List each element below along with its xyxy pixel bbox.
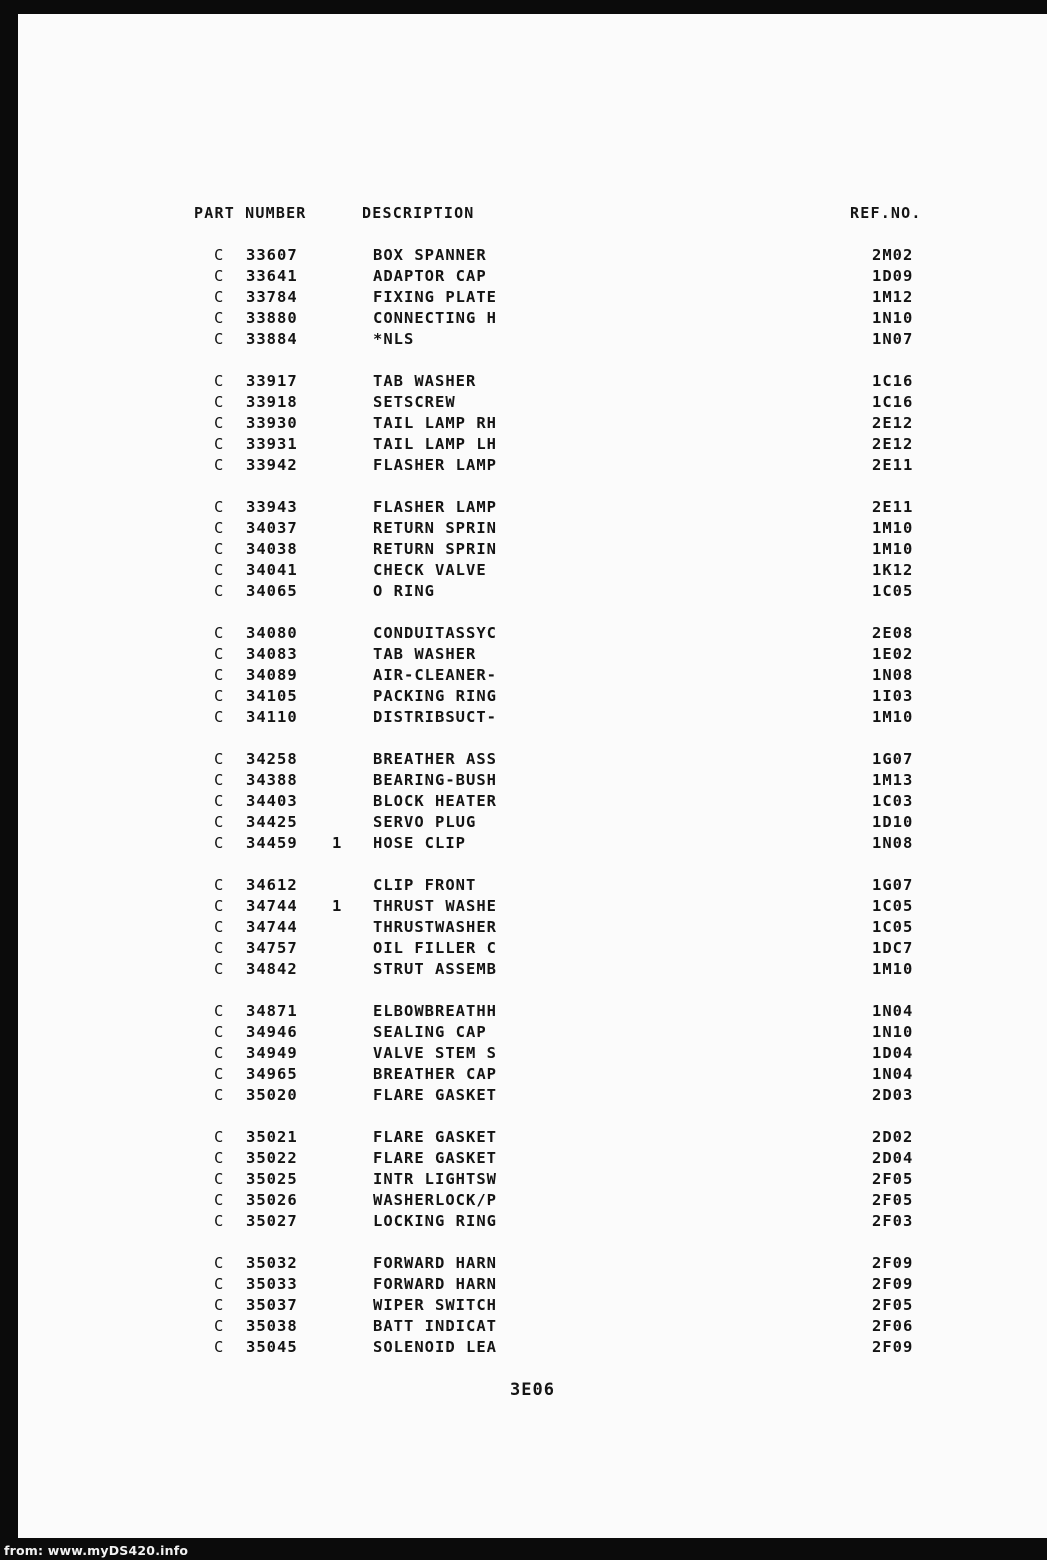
part-ref-no: 2F05 — [872, 1191, 914, 1209]
part-number: 34459 — [246, 834, 298, 852]
part-description: *NLS — [373, 330, 415, 348]
part-ref-no: 2F05 — [872, 1170, 914, 1188]
part-description: TAIL LAMP LH — [373, 435, 497, 453]
part-number: 35027 — [246, 1212, 298, 1230]
table-row — [0, 1065, 1047, 1086]
part-ref-no: 2F09 — [872, 1275, 914, 1293]
part-number: 35045 — [246, 1338, 298, 1356]
table-row — [0, 960, 1047, 981]
table-row — [0, 918, 1047, 939]
table-row — [0, 1128, 1047, 1149]
table-row — [0, 1086, 1047, 1107]
part-ref-no: 2D04 — [872, 1149, 914, 1167]
part-description: WIPER SWITCH — [373, 1296, 497, 1314]
part-ref-no: 2E11 — [872, 498, 914, 516]
part-number: 34871 — [246, 1002, 298, 1020]
part-number: 34105 — [246, 687, 298, 705]
part-number: 34965 — [246, 1065, 298, 1083]
part-ref-no: 1N07 — [872, 330, 914, 348]
part-ref-no: 1E02 — [872, 645, 914, 663]
part-number: 34110 — [246, 708, 298, 726]
part-prefix: C — [214, 288, 225, 306]
part-description: PACKING RING — [373, 687, 497, 705]
table-row — [0, 1023, 1047, 1044]
part-ref-no: 1N04 — [872, 1002, 914, 1020]
part-description: FORWARD HARN — [373, 1254, 497, 1272]
part-number: 35020 — [246, 1086, 298, 1104]
part-description: THRUST WASHE — [373, 897, 497, 915]
page-code: 3E06 — [510, 1380, 555, 1400]
part-prefix: C — [214, 1317, 225, 1335]
part-number: 33943 — [246, 498, 298, 516]
part-description: SOLENOID LEA — [373, 1338, 497, 1356]
part-description: FLARE GASKET — [373, 1128, 497, 1146]
part-number: 33784 — [246, 288, 298, 306]
column-header-description: DESCRIPTION — [362, 204, 475, 222]
part-number: 33917 — [246, 372, 298, 390]
part-prefix: C — [214, 939, 225, 957]
part-ref-no: 1C05 — [872, 582, 914, 600]
part-number: 34388 — [246, 771, 298, 789]
part-prefix: C — [214, 1044, 225, 1062]
table-row — [0, 288, 1047, 309]
part-description: BREATHER ASS — [373, 750, 497, 768]
part-number: 34744 — [246, 918, 298, 936]
table-row — [0, 1170, 1047, 1191]
part-prefix: C — [214, 771, 225, 789]
part-prefix: C — [214, 1191, 225, 1209]
part-prefix: C — [214, 330, 225, 348]
part-number: 34949 — [246, 1044, 298, 1062]
part-ref-no: 2E11 — [872, 456, 914, 474]
part-qty: 1 — [332, 834, 343, 852]
part-number: 33918 — [246, 393, 298, 411]
part-description: OIL FILLER C — [373, 939, 497, 957]
part-description: BATT INDICAT — [373, 1317, 497, 1335]
part-description: RETURN SPRIN — [373, 540, 497, 558]
part-ref-no: 1N08 — [872, 666, 914, 684]
part-prefix: C — [214, 750, 225, 768]
part-number: 33641 — [246, 267, 298, 285]
part-number: 33942 — [246, 456, 298, 474]
part-ref-no: 1N10 — [872, 1023, 914, 1041]
table-row — [0, 1044, 1047, 1065]
table-row — [0, 372, 1047, 393]
part-prefix: C — [214, 813, 225, 831]
table-row — [0, 1338, 1047, 1359]
part-prefix: C — [214, 372, 225, 390]
part-ref-no: 1DC7 — [872, 939, 914, 957]
part-ref-no: 2F03 — [872, 1212, 914, 1230]
part-description: RETURN SPRIN — [373, 519, 497, 537]
table-row — [0, 1275, 1047, 1296]
part-prefix: C — [214, 666, 225, 684]
part-ref-no: 2F06 — [872, 1317, 914, 1335]
part-prefix: C — [214, 918, 225, 936]
source-watermark: from: www.myDS420.info — [4, 1543, 189, 1558]
part-description: CONDUITASSYC — [373, 624, 497, 642]
part-ref-no: 1C16 — [872, 393, 914, 411]
part-prefix: C — [214, 645, 225, 663]
part-ref-no: 2E12 — [872, 414, 914, 432]
part-prefix: C — [214, 456, 225, 474]
part-description: WASHERLOCK/P — [373, 1191, 497, 1209]
table-row — [0, 393, 1047, 414]
part-ref-no: 1D10 — [872, 813, 914, 831]
table-row — [0, 330, 1047, 351]
part-prefix: C — [214, 1086, 225, 1104]
table-row — [0, 309, 1047, 330]
table-row — [0, 834, 1047, 855]
part-description: FLARE GASKET — [373, 1149, 497, 1167]
part-number: 34041 — [246, 561, 298, 579]
part-qty: 1 — [332, 897, 343, 915]
table-row — [0, 1212, 1047, 1233]
table-row — [0, 1254, 1047, 1275]
part-description: THRUSTWASHER — [373, 918, 497, 936]
part-prefix: C — [214, 1275, 225, 1293]
part-number: 34258 — [246, 750, 298, 768]
part-prefix: C — [214, 414, 225, 432]
part-ref-no: 1G07 — [872, 750, 914, 768]
part-number: 35032 — [246, 1254, 298, 1272]
column-header-ref-no: REF.NO. — [850, 204, 922, 222]
part-ref-no: 2E12 — [872, 435, 914, 453]
table-row — [0, 1149, 1047, 1170]
table-row — [0, 1191, 1047, 1212]
table-row — [0, 498, 1047, 519]
part-prefix: C — [214, 1170, 225, 1188]
part-prefix: C — [214, 834, 225, 852]
part-number: 35022 — [246, 1149, 298, 1167]
part-prefix: C — [214, 960, 225, 978]
part-number: 34080 — [246, 624, 298, 642]
part-prefix: C — [214, 582, 225, 600]
part-number: 33880 — [246, 309, 298, 327]
table-row — [0, 897, 1047, 918]
part-prefix: C — [214, 540, 225, 558]
table-row — [0, 708, 1047, 729]
part-prefix: C — [214, 246, 225, 264]
part-prefix: C — [214, 1212, 225, 1230]
part-prefix: C — [214, 435, 225, 453]
part-number: 34403 — [246, 792, 298, 810]
table-row — [0, 813, 1047, 834]
table-row — [0, 1002, 1047, 1023]
part-prefix: C — [214, 1296, 225, 1314]
part-number: 34842 — [246, 960, 298, 978]
table-row — [0, 750, 1047, 771]
table-row — [0, 246, 1047, 267]
part-ref-no: 2D03 — [872, 1086, 914, 1104]
part-ref-no: 1C05 — [872, 918, 914, 936]
table-row — [0, 876, 1047, 897]
part-ref-no: 2D02 — [872, 1128, 914, 1146]
part-prefix: C — [214, 393, 225, 411]
table-row — [0, 582, 1047, 603]
table-row — [0, 456, 1047, 477]
part-ref-no: 2M02 — [872, 246, 914, 264]
table-row — [0, 939, 1047, 960]
table-row — [0, 414, 1047, 435]
part-ref-no: 1M10 — [872, 960, 914, 978]
part-ref-no: 1D09 — [872, 267, 914, 285]
part-description: INTR LIGHTSW — [373, 1170, 497, 1188]
part-prefix: C — [214, 687, 225, 705]
part-prefix: C — [214, 561, 225, 579]
table-row — [0, 792, 1047, 813]
part-description: TAIL LAMP RH — [373, 414, 497, 432]
part-description: SETSCREW — [373, 393, 456, 411]
part-description: CHECK VALVE — [373, 561, 487, 579]
part-number: 35038 — [246, 1317, 298, 1335]
part-prefix: C — [214, 1002, 225, 1020]
part-ref-no: 1D04 — [872, 1044, 914, 1062]
part-prefix: C — [214, 498, 225, 516]
part-number: 35037 — [246, 1296, 298, 1314]
part-description: AIR-CLEANER- — [373, 666, 497, 684]
part-prefix: C — [214, 792, 225, 810]
part-number: 34946 — [246, 1023, 298, 1041]
table-row — [0, 624, 1047, 645]
part-description: HOSE CLIP — [373, 834, 466, 852]
table-row — [0, 561, 1047, 582]
part-description: LOCKING RING — [373, 1212, 497, 1230]
table-row — [0, 1317, 1047, 1338]
part-description: CLIP FRONT — [373, 876, 477, 894]
table-row — [0, 540, 1047, 561]
table-row — [0, 687, 1047, 708]
part-prefix: C — [214, 1254, 225, 1272]
part-prefix: C — [214, 897, 225, 915]
part-number: 34065 — [246, 582, 298, 600]
part-description: DISTRIBSUCT- — [373, 708, 497, 726]
part-ref-no: 1N04 — [872, 1065, 914, 1083]
part-description: ELBOWBREATHH — [373, 1002, 497, 1020]
part-number: 33884 — [246, 330, 298, 348]
part-number: 35033 — [246, 1275, 298, 1293]
part-number: 35025 — [246, 1170, 298, 1188]
part-number: 34037 — [246, 519, 298, 537]
part-number: 34757 — [246, 939, 298, 957]
part-description: FORWARD HARN — [373, 1275, 497, 1293]
part-ref-no: 1K12 — [872, 561, 914, 579]
part-prefix: C — [214, 876, 225, 894]
part-description: BLOCK HEATER — [373, 792, 497, 810]
part-description: BEARING-BUSH — [373, 771, 497, 789]
part-description: O RING — [373, 582, 435, 600]
part-description: CONNECTING H — [373, 309, 497, 327]
part-number: 33930 — [246, 414, 298, 432]
part-description: BREATHER CAP — [373, 1065, 497, 1083]
part-description: SERVO PLUG — [373, 813, 477, 831]
part-prefix: C — [214, 1149, 225, 1167]
part-description: FLARE GASKET — [373, 1086, 497, 1104]
part-prefix: C — [214, 1065, 225, 1083]
part-prefix: C — [214, 267, 225, 285]
part-number: 35026 — [246, 1191, 298, 1209]
part-ref-no: 1M10 — [872, 708, 914, 726]
part-ref-no: 1G07 — [872, 876, 914, 894]
part-description: TAB WASHER — [373, 372, 477, 390]
table-row — [0, 771, 1047, 792]
part-ref-no: 1C05 — [872, 897, 914, 915]
part-description: ADAPTOR CAP — [373, 267, 487, 285]
part-ref-no: 1C03 — [872, 792, 914, 810]
part-prefix: C — [214, 624, 225, 642]
part-prefix: C — [214, 1128, 225, 1146]
part-description: FIXING PLATE — [373, 288, 497, 306]
part-prefix: C — [214, 1023, 225, 1041]
part-ref-no: 1C16 — [872, 372, 914, 390]
part-number: 34083 — [246, 645, 298, 663]
part-description: SEALING CAP — [373, 1023, 487, 1041]
part-description: FLASHER LAMP — [373, 456, 497, 474]
part-ref-no: 1N10 — [872, 309, 914, 327]
part-description: BOX SPANNER — [373, 246, 487, 264]
part-number: 34425 — [246, 813, 298, 831]
part-ref-no: 1M10 — [872, 540, 914, 558]
part-number: 34089 — [246, 666, 298, 684]
part-ref-no: 1M10 — [872, 519, 914, 537]
part-number: 34744 — [246, 897, 298, 915]
part-prefix: C — [214, 519, 225, 537]
part-prefix: C — [214, 1338, 225, 1356]
part-number: 35021 — [246, 1128, 298, 1146]
part-ref-no: 2E08 — [872, 624, 914, 642]
part-prefix: C — [214, 309, 225, 327]
part-description: STRUT ASSEMB — [373, 960, 497, 978]
part-number: 34038 — [246, 540, 298, 558]
part-ref-no: 1N08 — [872, 834, 914, 852]
part-ref-no: 2F09 — [872, 1338, 914, 1356]
part-ref-no: 2F05 — [872, 1296, 914, 1314]
part-description: VALVE STEM S — [373, 1044, 497, 1062]
part-ref-no: 1I03 — [872, 687, 914, 705]
table-row — [0, 1296, 1047, 1317]
table-row — [0, 666, 1047, 687]
part-description: TAB WASHER — [373, 645, 477, 663]
table-row — [0, 267, 1047, 288]
part-ref-no: 1M12 — [872, 288, 914, 306]
table-row — [0, 435, 1047, 456]
part-ref-no: 1M13 — [872, 771, 914, 789]
part-prefix: C — [214, 708, 225, 726]
part-description: FLASHER LAMP — [373, 498, 497, 516]
table-row — [0, 519, 1047, 540]
column-header-part-number: PART NUMBER — [194, 204, 307, 222]
part-number: 34612 — [246, 876, 298, 894]
part-number: 33607 — [246, 246, 298, 264]
table-row — [0, 645, 1047, 666]
part-ref-no: 2F09 — [872, 1254, 914, 1272]
part-number: 33931 — [246, 435, 298, 453]
